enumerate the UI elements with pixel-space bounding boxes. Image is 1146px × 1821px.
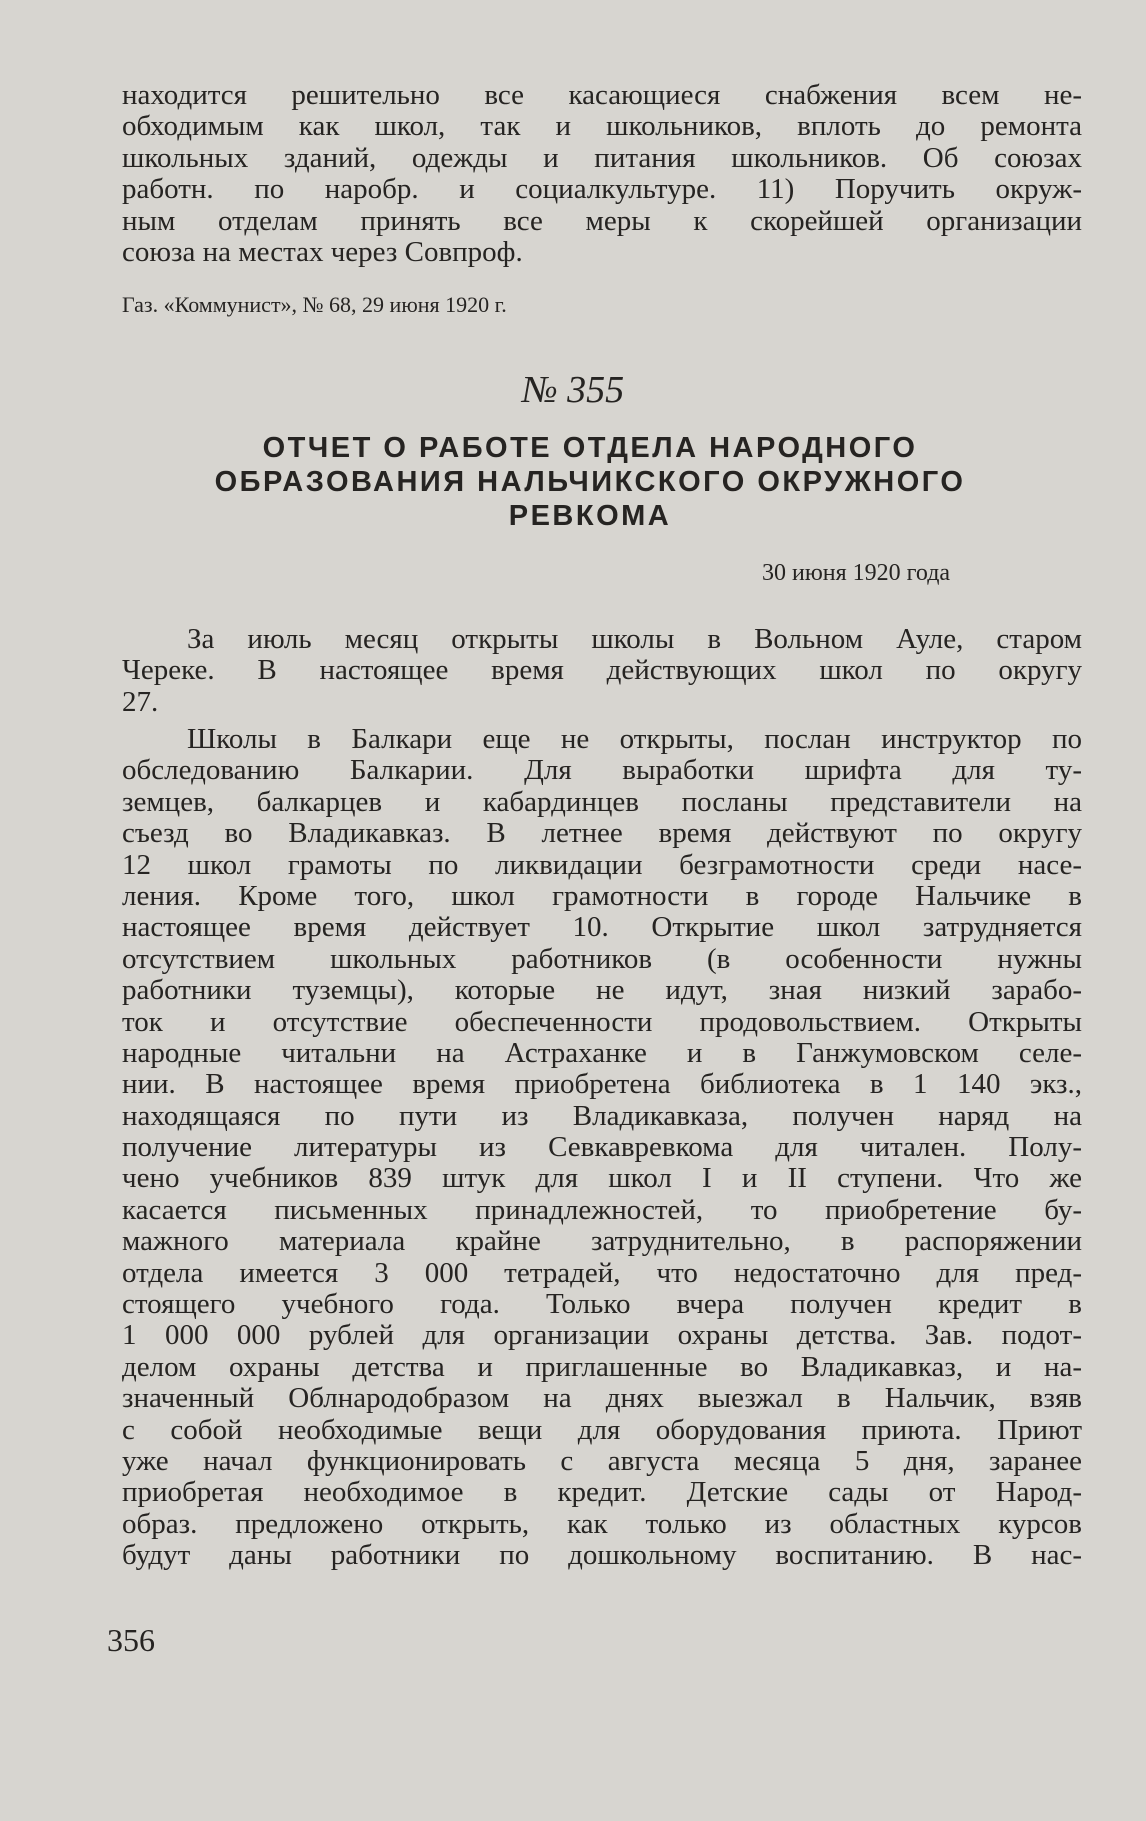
text-line: уже начал функционировать с августа месяца 5 дня, заранее xyxy=(122,1444,1082,1477)
text-line: обследованию Балкарии. Для выработки шрифта для ту- xyxy=(122,754,1082,787)
text-line: касается письменных принадлежностей, то приобретение бу- xyxy=(122,1193,1082,1226)
text-line: нии. В настоящее время приобретена библиотека в 1 140 экз., xyxy=(122,1068,1082,1101)
text-line: мажного материала крайне затруднительно, в распоряжении xyxy=(122,1225,1082,1258)
document-title xyxy=(150,431,1030,533)
text-line: За июль месяц открыты школы в Вольном Ауле, старом xyxy=(187,623,1082,655)
title-line: ОТЧЕТ О РАБОТЕ ОТДЕЛА НАРОДНОГО xyxy=(262,432,918,464)
text-line: настоящее время действует 10. Открытие школ затрудняется xyxy=(122,911,1082,944)
text-line: находящаяся по пути из Владикавказа, получен наряд на xyxy=(122,1099,1082,1132)
text-line: ным отделам принять все меры к скорейшей организации xyxy=(122,204,1082,237)
text-line: 1 000 000 рублей для организации охраны детства. Зав. подот- xyxy=(122,1319,1082,1352)
text-line: земцев, балкарцев и кабардинцев посланы представители на xyxy=(122,785,1082,818)
text-line: школьных зданий, одежды и питания школьников. Об союзах xyxy=(122,141,1082,174)
text-line: союза на местах через Совпроф. xyxy=(122,235,523,268)
text-line: отдела имеется 3 000 тетрадей, что недостаточно для пред- xyxy=(122,1256,1082,1289)
text-line: Школы в Балкари еще не открыты, послан инструктор по xyxy=(187,723,1082,755)
text-line: ток и отсутствие обеспеченности продовольствием. Открыты xyxy=(122,1005,1082,1038)
text-line: работн. по наробр. и социалкультуре. 11) Поручить окруж- xyxy=(122,173,1082,206)
text-line: с собой необходимые вещи для оборудования приюта. Приют xyxy=(122,1413,1082,1446)
text-line: обходимым как школ, так и школьников, вплоть до ремонта xyxy=(122,110,1082,143)
document-number: № 355 xyxy=(521,369,625,411)
text-line: делом охраны детства и приглашенные во Владикавказ, и на- xyxy=(122,1350,1082,1383)
document-date: 30 июня 1920 года xyxy=(762,560,951,586)
top-paragraph xyxy=(122,80,1082,268)
text-line: отсутствием школьных работников (в особенности нужны xyxy=(122,942,1082,975)
text-line: Череке. В настоящее время действующих школ по округу xyxy=(122,654,1082,687)
text-line: получение литературы из Севкавревкома для читален. Полу- xyxy=(122,1131,1082,1164)
text-line: приобретая необходимое в кредит. Детские сады от Народ- xyxy=(122,1476,1082,1509)
text-line: работники туземцы), которые не идут, зная низкий зарабо- xyxy=(122,974,1082,1007)
text-line: будут даны работники по дошкольному воспитанию. В нас- xyxy=(122,1539,1082,1572)
text-line: стоящего учебного года. Только вчера получен кредит в xyxy=(122,1288,1082,1321)
text-line: значенный Облнародобразом на днях выезжал в Нальчик, взяв xyxy=(122,1382,1082,1415)
text-line: 27. xyxy=(122,685,159,718)
title-line: РЕВКОМА xyxy=(508,500,672,532)
text-line: находится решительно все касающиеся снабжения всем не- xyxy=(122,79,1082,111)
text-line: съезд во Владикавказ. В летнее время действуют по округу xyxy=(122,817,1082,850)
paragraph-1 xyxy=(122,624,1082,718)
title-line: ОБРАЗОВАНИЯ НАЛЬЧИКСКОГО ОКРУЖНОГО xyxy=(214,466,966,498)
text-line: ления. Кроме того, школ грамотности в городе Нальчике в xyxy=(122,879,1082,912)
text-line: народные читальни на Астраханке и в Ганжумовском селе- xyxy=(122,1036,1082,1069)
text-line: образ. предложено открыть, как только из областных курсов xyxy=(122,1507,1082,1540)
text-line: чено учебников 839 штук для школ I и II ступени. Что же xyxy=(122,1162,1082,1195)
source-citation: Газ. «Коммунист», № 68, 29 июня 1920 г. xyxy=(122,292,507,317)
text-line: 12 школ грамоты по ликвидации безграмотности среди насе- xyxy=(122,848,1082,881)
page-number: 356 xyxy=(107,1622,155,1658)
paragraph-2 xyxy=(122,724,1082,1572)
